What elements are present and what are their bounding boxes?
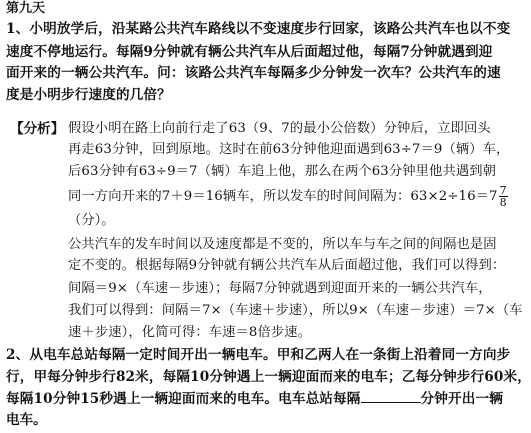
analysis-line: 速＋步速），化简可得：车速＝8倍步速。 [68,325,312,340]
interval-formula: 同一方向开来的7＋9＝16辆车，所以发车的时间间隔为：63×2÷16＝7 [68,189,498,204]
analysis-line: 间隔＝9×（车速－步速）；每隔7分钟就遇到迎面开来的一辆公共汽车， [68,281,492,296]
fraction [499,185,508,208]
problem-1-line: 速度不停地运行。每隔9分钟就有辆公共汽车从后面超过他，每隔7分钟就遇到迎 [6,44,493,60]
day-header: 第九天 [6,1,46,16]
fraction-denominator: 8 [499,196,507,209]
problem-2-text: 分钟开出一辆 [420,391,504,407]
problem-2-text: 每隔10分钟15秒遇上一辆迎面而来的电车。电车总站每隔 [6,391,361,407]
answer-blank[interactable] [361,390,421,403]
problem-2-line: 行，甲每分钟步行82米，每隔10分钟遇上一辆迎面而来的电车；乙每分钟步行60米， [6,369,531,385]
problem-1-line: 度是小明步行速度的几倍？ [6,87,171,103]
problem-2-line: 电车。 [6,412,47,428]
analysis-line: 公共汽车的发车时间以及速度都是不变的，所以车与车之间的间隔也是固 [68,237,497,252]
analysis-line: 我们可以得到：间隔＝7×（车速＋步速），所以9×（车速－步速）＝7×（车 [68,303,523,318]
problem-1-line: 1、小明放学后，沿某路公共汽车路线以不变速度步行回家，该路公共汽车也以不变 [6,21,511,37]
analysis-tag: 【分析】 [10,121,65,137]
analysis-line: 后63分钟有63÷9＝7（辆）车追上他，那么在两个63分钟里他共遇到朝 [68,164,497,179]
fraction-numerator: 7 [499,184,507,197]
problem-2-line: 2、从电车总站每隔一定时间开出一辆电车。甲和乙两人在一条街上沿着同一方向步 [6,347,511,363]
problem-2-line [6,390,503,408]
analysis-line: 假设小明在路上向前行走了63（9、7的最小公倍数）分钟后，立即回头 [68,121,491,136]
analysis-line: （分）。 [68,213,115,228]
analysis-line [68,185,508,208]
analysis-line: 定不变的。根据每隔9分钟就有辆公共汽车从后面超过他，我们可以得到： [68,258,506,273]
analysis-line: 再走63分钟，回到原地。这时在前63分钟他迎面遇到63÷7＝9（辆）车， [68,142,510,157]
problem-1-line: 面开来的一辆公共汽车。问：该路公共汽车每隔多少分钟发一次车？公共汽车的速 [6,65,501,81]
